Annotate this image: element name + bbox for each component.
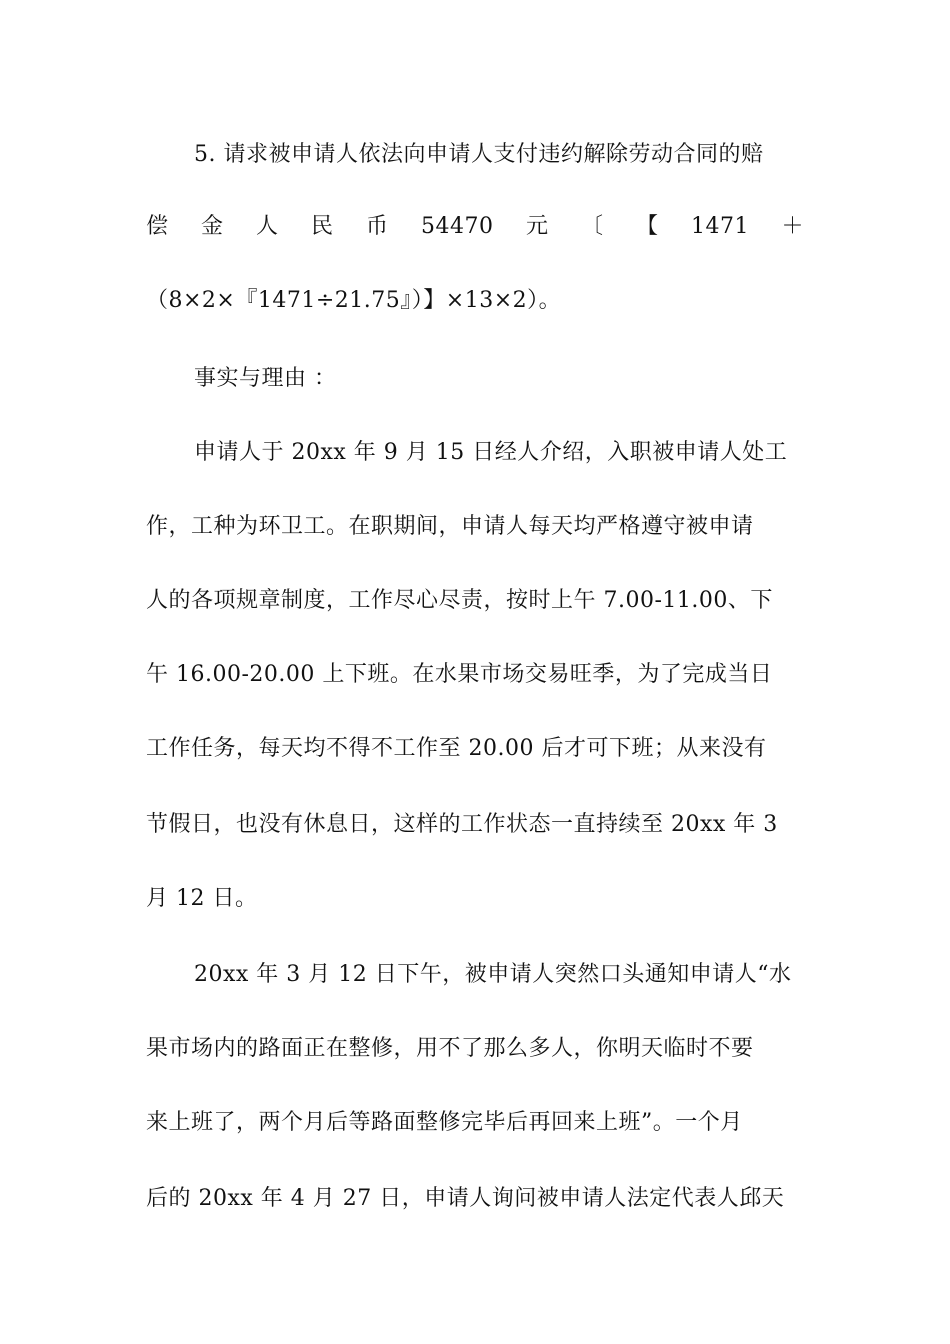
item5-line2-token: 偿 <box>146 214 169 239</box>
paragraph-line: 来上班了，两个月后等路面整修完毕后再回来上班”。一个月 <box>146 1110 743 1135</box>
item5-line2-token: 【 <box>635 214 659 239</box>
item5-line2 <box>146 212 804 242</box>
paragraph-line: 20xx 年 3 月 12 日下午，被申请人突然口头通知申请人“水 <box>194 962 792 987</box>
paragraph-line: 工作任务，每天均不得不工作至 20.00 后才可下班；从来没有 <box>146 736 767 761</box>
paragraph-line: 节假日，也没有休息日，这样的工作状态一直持续至 20xx 年 3 <box>146 812 778 837</box>
item5-line2-token: 金 <box>201 214 224 239</box>
item5-line1: 5. 请求被申请人依法向申请人支付违约解除劳动合同的赔 <box>194 142 764 167</box>
paragraph-line: 果市场内的路面正在整修，用不了那么多人，你明天临时不要 <box>146 1036 754 1061</box>
paragraph-line: 午 16.00-20.00 上下班。在水果市场交易旺季，为了完成当日 <box>146 662 773 687</box>
paragraph-line: 申请人于 20xx 年 9 月 15 日经人介绍，入职被申请人处工 <box>194 440 788 465</box>
section-heading: 事实与理由 ： <box>194 366 337 391</box>
paragraph-line: 作，工种为环卫工。在职期间，申请人每天均严格遵守被申请 <box>146 514 754 539</box>
item5-line2-token: 1471 <box>690 214 749 239</box>
paragraph-line: 人的各项规章制度，工作尽心尽责，按时上午 7.00-11.00、下 <box>146 588 773 613</box>
item5-line2-token: 〔 <box>580 214 604 239</box>
paragraph-line: 后的 20xx 年 4 月 27 日，申请人询问被申请人法定代表人邱天 <box>146 1186 785 1211</box>
item5-line3: （8×2×『1471÷21.75』）】×13×2）。 <box>146 288 562 313</box>
item5-line2-token: 元 <box>525 214 549 239</box>
item5-line2-token: ＋ <box>781 214 804 239</box>
item5-line2-token: 民 <box>311 214 334 239</box>
item5-line2-token: 币 <box>366 214 389 239</box>
item5-line2-token: 54470 <box>421 214 494 239</box>
paragraph-line: 月 12 日。 <box>146 886 258 911</box>
item5-line2-token: 人 <box>256 214 279 239</box>
